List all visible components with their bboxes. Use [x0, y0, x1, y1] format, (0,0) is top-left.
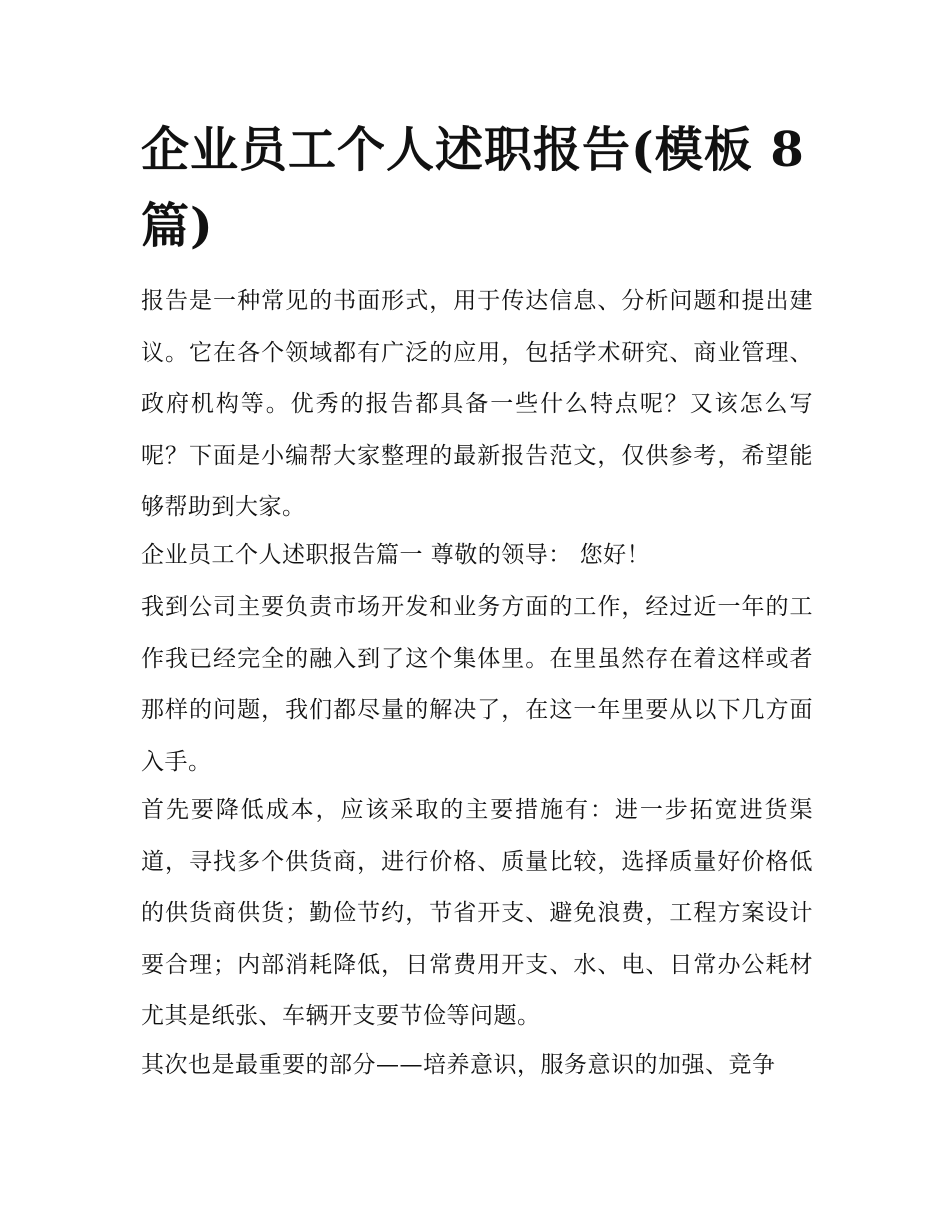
body-paragraph: 我到公司主要负责市场开发和业务方面的工作，经过近一年的工作我已经完全的融入到了这个集体里。在里虽然存在着这样或者那样的问题，我们都尽量的解决了，在这一年里要从以下几方面入手。	[141, 594, 813, 775]
document-title: 企业员工个人述职报告(模板 8 篇)	[141, 122, 805, 254]
salutation-paragraph: 企业员工个人述职报告篇一 尊敬的领导： 您好！	[141, 542, 651, 568]
body-paragraph: 首先要降低成本，应该采取的主要措施有：进一步拓宽进货渠道，寻找多个供货商，进行价格、质量比较，选择质量好价格低的供货商供货；勤俭节约，节省开支、避免浪费，工程方案设计要合理；内部消耗降低，日常费用开支、水、电、日常办公耗材尤其是纸张、车辆开支要节俭等问题。	[141, 797, 813, 1029]
body-paragraph: 其次也是最重要的部分——培养意识，服务意识的加强、竞争	[141, 1052, 776, 1078]
intro-paragraph: 报告是一种常见的书面形式，用于传达信息、分析问题和提出建议。它在各个领域都有广泛的应用，包括学术研究、商业管理、政府机构等。优秀的报告都具备一些什么特点呢？又该怎么写呢？下面是小编帮大家整理的最新报告范文，仅供参考，希望能够帮助到大家。	[141, 288, 813, 520]
